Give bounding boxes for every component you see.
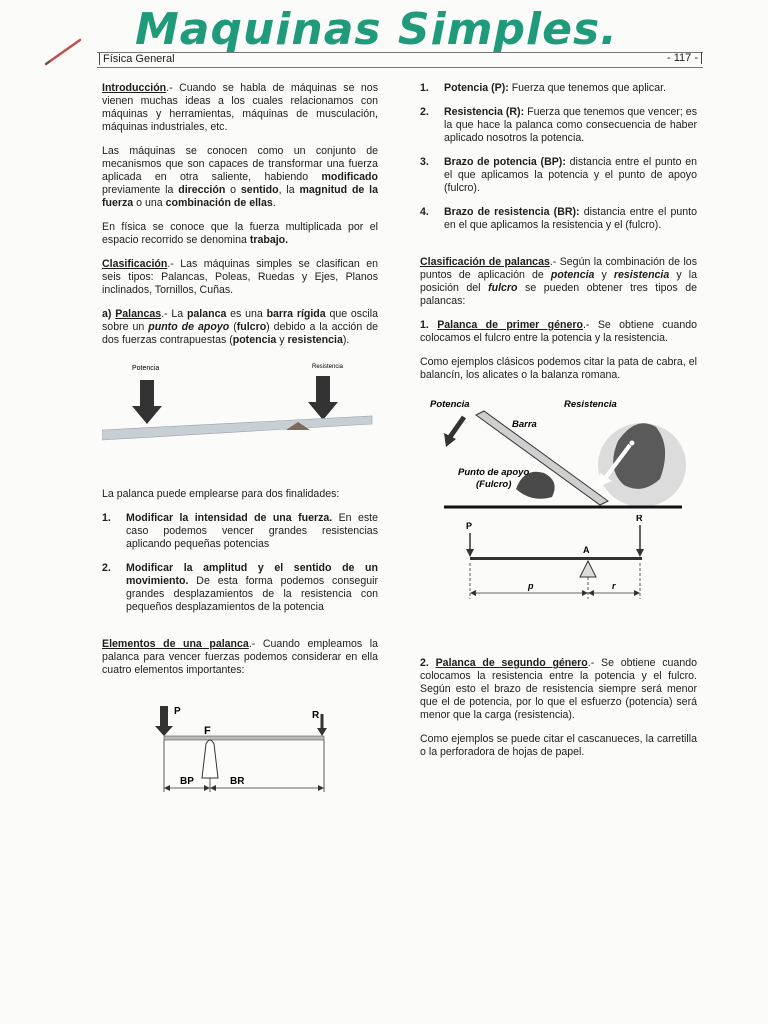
lever-elements-diagram bbox=[102, 688, 378, 798]
fig2-p-label: P bbox=[174, 706, 181, 717]
purpose-item: 1. Modificar la intensidad de una fuerza. En este caso podemos vencer grandes resistencias aplicando pequeñas potencias bbox=[102, 512, 378, 550]
first-class-lever-illustration bbox=[420, 393, 697, 515]
fig2-br-label: BR bbox=[230, 776, 245, 787]
fig4-r-label: R bbox=[636, 515, 643, 523]
classification-paragraph: Clasificación.- Las máquinas simples se clasifican en seis tipos: Palancas, Poleas, Ruedas y Ejes, Planos inclinados, Tornillos, Cuñas. bbox=[102, 258, 378, 296]
fig3-resistencia-label: Resistencia bbox=[564, 399, 617, 410]
first-class-paragraph: 1. Palanca de primer género.- Se obtiene cuando colocamos el fulcro entre la potencia y la resistencia. bbox=[420, 319, 697, 344]
header-subject: Física General bbox=[99, 53, 175, 65]
right-column bbox=[420, 82, 697, 770]
fig4-a-label: A bbox=[583, 545, 590, 555]
fig1-resistencia-label: Resistencia bbox=[312, 364, 344, 370]
lever-elements-list bbox=[420, 82, 697, 232]
lever-illustration bbox=[102, 358, 378, 450]
second-class-examples: Como ejemplos se puede citar el cascanueces, la carretilla o la perforadora de hojas de papel. bbox=[420, 733, 697, 758]
first-class-examples: Como ejemplos clásicos podemos citar la pata de cabra, el balancín, los alicates o la balanza romana. bbox=[420, 356, 697, 381]
element-item: 1. Potencia (P): Fuerza que tenemos que aplicar. bbox=[420, 82, 666, 94]
work-paragraph: En física se conoce que la fuerza multiplicada por el espacio recorrido se denomina trabajo. bbox=[102, 221, 378, 246]
purposes-intro: La palanca puede emplearse para dos finalidades: bbox=[102, 488, 340, 500]
fig3-apoyo-label: Punto de apoyo bbox=[458, 467, 530, 478]
fig4-r-arm-label: r bbox=[612, 581, 616, 591]
purposes-list bbox=[102, 512, 378, 614]
fig3-fulcro-label: (Fulcro) bbox=[476, 479, 512, 490]
fig3-barra-label: Barra bbox=[512, 419, 537, 430]
fig4-p-arm-label: p bbox=[528, 581, 534, 591]
element-item: 3. Brazo de potencia (BP): distancia entre el punto en el que aplicamos la potencia y el punto de apoyo (fulcro). bbox=[420, 156, 697, 194]
fig2-f-label: F bbox=[204, 725, 211, 737]
lever-classification-paragraph: Clasificación de palancas.- Según la combinación de los puntos de aplicación de potencia y resistencia y la posición del fulcro se pueden obtener tres tipos de palancas: bbox=[420, 256, 697, 307]
left-column bbox=[102, 82, 378, 798]
fig2-r-label: R bbox=[312, 710, 320, 721]
fig2-bp-label: BP bbox=[180, 776, 194, 787]
header-rule bbox=[97, 52, 703, 68]
second-class-paragraph: 2. Palanca de segundo género.- Se obtiene cuando colocamos la resistencia entre la potencia y el fulcro. Según esto el brazo de resistencia siempre será menor que el de potencia, por lo que el esfuerzo (potencia) será menor que la carga (resistencia). bbox=[420, 657, 697, 721]
purpose-item: 2. Modificar la amplitud y el sentido de un movimiento. De esta forma podemos conseguir grandes desplazamientos de la resistencia con pequeños desplazamientos de la potencia bbox=[102, 562, 378, 613]
pen-mark-icon bbox=[42, 36, 86, 68]
lever-paragraph: a) Palancas.- La palanca es una barra rígida que oscila sobre un punto de apoyo (fulcro) debido a la acción de dos fuerzas contrapuestas (potencia y resistencia). bbox=[102, 308, 378, 346]
definition-paragraph: Las máquinas se conocen como un conjunto de mecanismos que son capaces de transformar una fuerza aplicada en otra saliente, habiendo modificado previamente la dirección o sentido, la magnitud de la fuerza o una combinación de ellas. bbox=[102, 145, 378, 209]
fig4-p-label: P bbox=[466, 521, 473, 531]
elements-paragraph: Elementos de una palanca.- Cuando empleamos la palanca para vencer fuerzas podemos considerar en ella cuatro elementos importantes: bbox=[102, 638, 378, 676]
first-class-lever-diagram bbox=[420, 515, 697, 611]
handwritten-title: Maquinas Simples. bbox=[135, 4, 618, 55]
fig3-potencia-label: Potencia bbox=[430, 399, 470, 410]
fig1-potencia-label: Potencia bbox=[132, 365, 160, 372]
intro-paragraph: Introducción.- Cuando se habla de máquinas se nos vienen muchas ideas a los cuales relacionamos con máquinas y herramientas, máquinas de musculación, máquinas industriales, etc. bbox=[102, 82, 378, 133]
element-item: 4. Brazo de resistencia (BR): distancia entre el punto en el que aplicamos la resistencia y el (fulcro). bbox=[420, 206, 697, 231]
page-number: - 117 - bbox=[667, 52, 702, 64]
element-item: 2. Resistencia (R): Fuerza que tenemos que vencer; es la que hace la palanca como consecuencia de haber aplicado nosotros la potencia. bbox=[420, 106, 697, 144]
